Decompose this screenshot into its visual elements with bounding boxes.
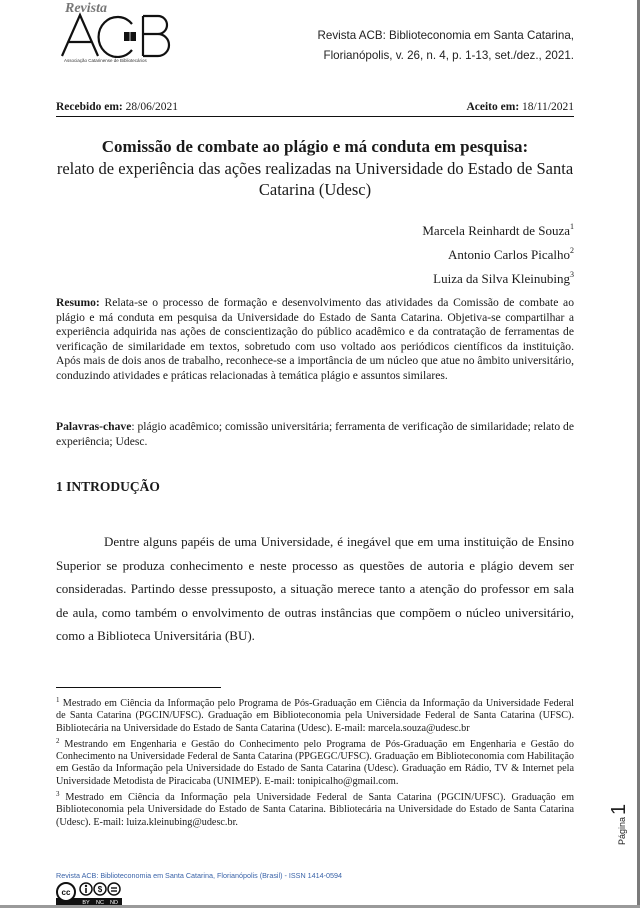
footnote-divider [56,687,221,688]
author-name: Luiza da Silva Kleinubing [433,271,570,286]
footnote-mark: 3 [56,790,60,799]
footnote-item [56,694,574,735]
footnote-ref[interactable]: 3 [570,270,574,279]
author-name: Antonio Carlos Picalho [447,247,570,262]
received-label: Recebido em: [56,101,123,113]
logo-revista-text: Revista [65,1,107,16]
author [422,265,574,289]
license-term: BY [82,900,90,905]
author [422,217,574,241]
journal-logo [60,0,180,68]
acb-logo-icon [60,12,180,58]
page-number-value: 1 [608,803,630,815]
received-date [56,101,178,113]
author [422,241,574,265]
section-heading: 1 INTRODUÇÃO [56,479,160,494]
abstract-label: Resumo: [56,296,100,309]
footnote-text: Mestrado em Ciência da Informação pelo Programa de Pós-Graduação em Ciência da Informação da Universidade Federal de Santa Catarina (PGCIN/UFSC). Graduação em Biblioteconomia pela Universidade Federal de Santa Catarina (UFSC). Bibliotecária na Universidade do Estado de Santa Catarina (Udesc). E-mail: marcela.souza@udesc.br [56,698,574,734]
footnote-item [56,788,574,829]
footnote-mark: 1 [56,696,60,704]
journal-citation-line2: Florianópolis, v. 26, n. 4, p. 1-13, set./dez., 2021. [323,49,574,62]
footnote-mark: 2 [56,736,60,745]
abstract-text: Relata-se o processo de formação e desenvolvimento das atividades da Comissão de combate ao plágio e má conduta em pesquisa da Universidade do Estado de Santa Catarina. Objetiva-se compartilhar a experiência adquirida nas ações de conscientização do público acadêmico e da contratação de ferramentas de verificação de similaridade em textos, sobretudo com uso voltado aos periódicos científicos da instituição. Após mais de dois anos de trabalho, reconhece-se a importância de um núcleo que atue no âmbito universitário, conduzindo atividades e práticas relacionadas à temática plágio e assuntos similares. [56,296,575,382]
article-title [50,136,580,200]
footnote-ref[interactable]: 2 [570,246,574,255]
author-list [422,217,574,289]
keywords [56,419,574,449]
accepted-value: 18/11/2021 [522,101,574,113]
abstract [56,296,574,383]
footnote-ref[interactable]: 1 [570,222,574,231]
svg-text:$: $ [97,885,103,894]
title-main: Comissão de combate ao plágio e má conduta em pesquisa: [101,137,529,156]
page-number [608,804,631,845]
keywords-text: : plágio acadêmico; comissão universitária; ferramenta de verificação de similaridade; relato de experiência; Udesc. [56,420,574,448]
footnote-text: Mestrando em Engenharia e Gestão do Conhecimento pelo Programa de Pós-Graduação em Engenharia e Gestão do Conhecimento na Universidade Federal de Santa Catarina (PPGEGC/UFSC). Graduação em Biblioteconomia com Habilitação em Gestão da Informação pela Universidade do Estado de Santa Catarina (Udesc). Graduação em Rádio, TV & Internet pela Universidade Metodista de Piracicaba (UNIMEP). E-mail: tonipicalho@gmail.com. [56,738,574,787]
svg-text:cc: cc [61,888,71,897]
accepted-label: Aceito em: [466,101,520,113]
logo-subtitle: Associação Catarinense de Bibliotecários [64,58,147,63]
page-label: Página [617,816,627,845]
author-name: Marcela Reinhardt de Souza [422,223,570,238]
received-value: 28/06/2021 [125,101,179,113]
license-term: ND [110,900,118,905]
paragraph-text: Dentre alguns papéis de uma Universidade, é inegável que em uma instituição de Ensino Superior se produza conhecimento e neste processo as questões de autoria e plágio devem ser consideradas. Partindo desse pressuposto, a situação merece tanto a atenção do professor em sala de aula, como também o envolvimento de outras instâncias que compõem o núcleo universitário, como a Biblioteca Universitária (BU). [56,534,574,643]
footnote-item [56,735,574,788]
accepted-date [466,101,574,113]
license-term: NC [96,900,104,905]
body-paragraph [56,530,574,648]
dates-row [56,101,574,117]
footer-journal-link[interactable]: Revista ACB: Biblioteconomia em Santa Catarina, Florianópolis (Brasil) - ISSN 1414-0594 [56,871,343,880]
keywords-label: Palavras-chave [56,420,132,433]
journal-citation [318,26,574,66]
footnotes [56,694,574,829]
footnote-text: Mestrado em Ciência da Informação pela Universidade Federal de Santa Catarina (PGCIN/UFSC). Graduação em Biblioteconomia pela Universidade do Estado de Santa Catarina. Bibliotecária na Universidade do Estado de Santa Catarina (Udesc). E-mail: luiza.kleinubing@udesc.br. [56,792,574,828]
title-subtitle: relato de experiência das ações realizadas na Universidade do Estado de Santa Catarina (Udesc) [56,159,574,199]
journal-citation-line1: Revista ACB: Biblioteconomia em Santa Catarina, [317,29,574,42]
cc-by-nc-nd-icon[interactable] [56,881,122,910]
